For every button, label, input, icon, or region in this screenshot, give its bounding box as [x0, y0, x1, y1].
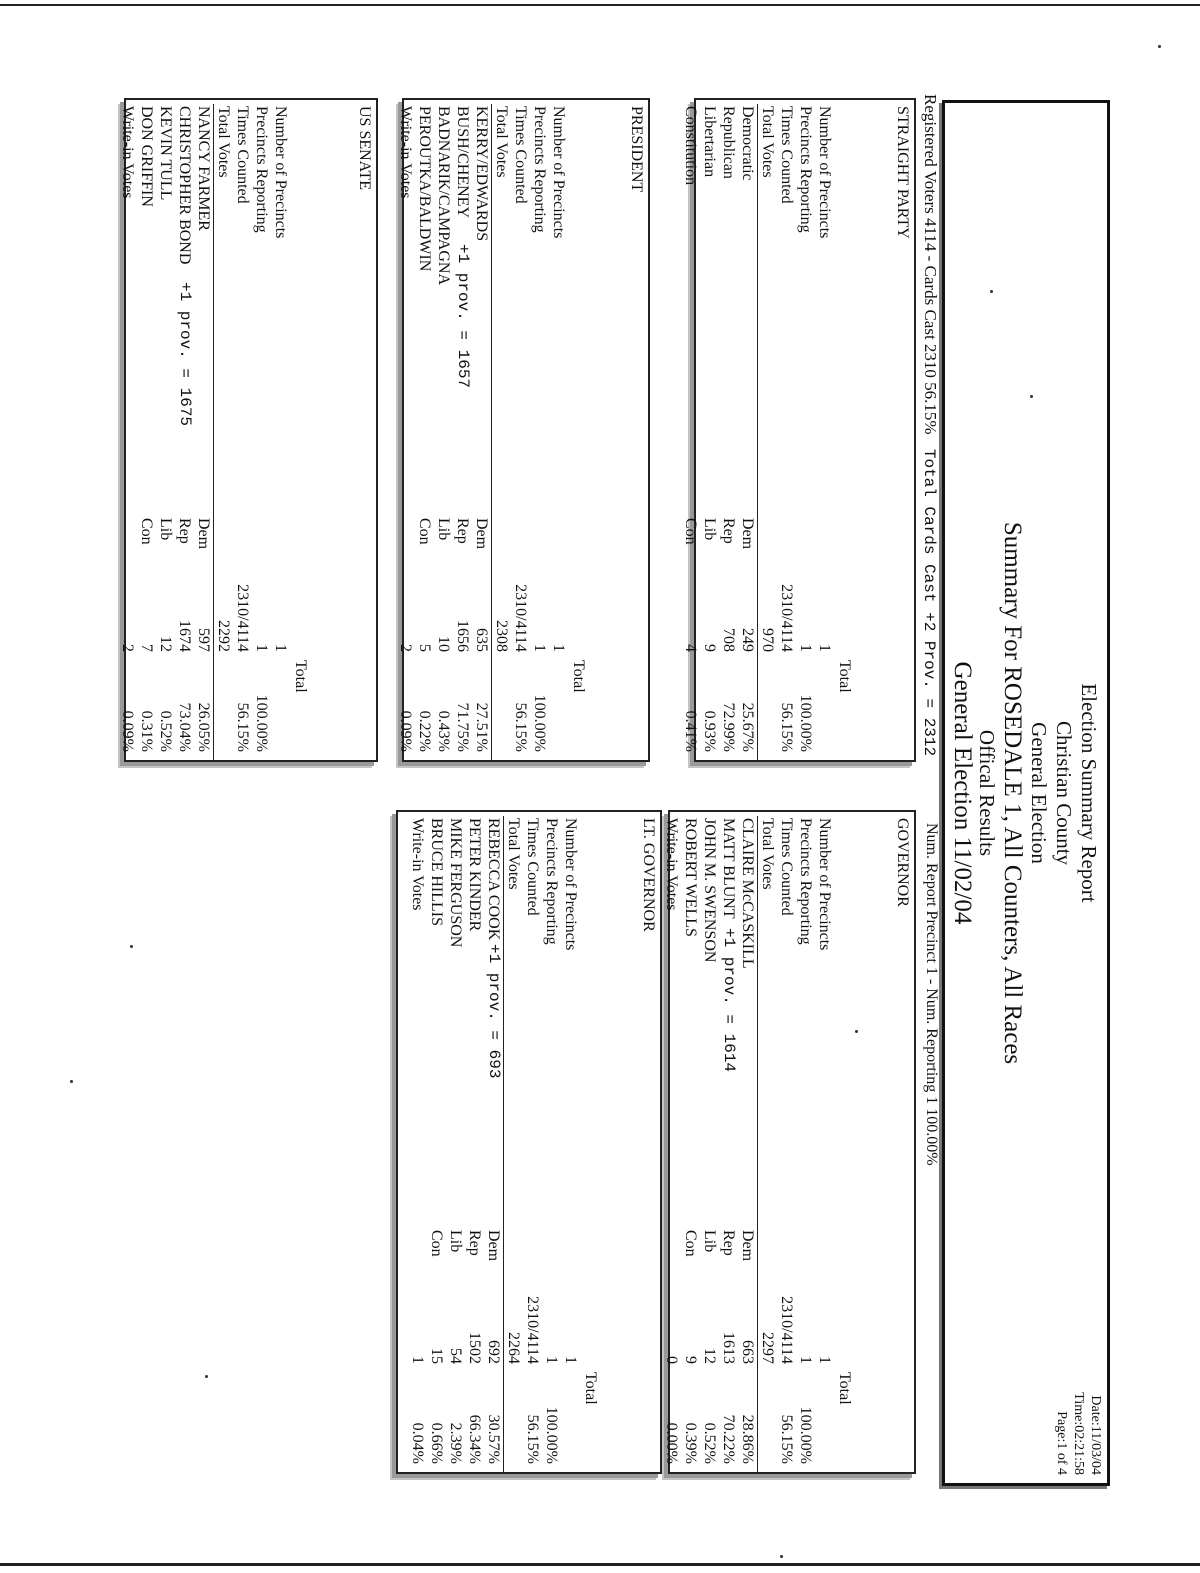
panel-straight-party — [682, 98, 916, 762]
stat-row: Times Counted 2310/4114 56.15% — [234, 106, 251, 752]
result-row: PETER KINDER Rep 1502 66.34% — [466, 818, 483, 1464]
election-date: General Election 11/02/04 — [949, 661, 976, 925]
stat-row: Precincts Reporting 1 100.00% — [531, 106, 548, 752]
result-row: Constitution Con 4 0.41% — [682, 106, 699, 752]
stat-row: Precincts Reporting 1 100.00% — [253, 106, 270, 752]
report-date: Date:11/03/04 — [1088, 1395, 1103, 1475]
row-divider — [503, 816, 504, 1472]
stat-row: Number of Precincts 1 — [562, 818, 579, 1364]
result-row: BADNARIK/CAMPAGNA Lib 10 0.43% — [435, 106, 452, 752]
stat-row: Number of Precincts 1 — [816, 106, 833, 652]
stat-row: Number of Precincts 1 — [550, 106, 567, 652]
result-row: CHRISTOPHER BOND +1 prov. = 1675 Rep 1674 73.04% — [176, 106, 194, 752]
result-row: KERRY/EDWARDS Dem 635 27.51% — [473, 106, 490, 752]
stat-row: Times Counted 2310/4114 56.15% — [512, 106, 529, 752]
panel-title: LT. GOVERNOR — [640, 818, 657, 932]
result-row: MATT BLUNT +1 prov. = 1614 Rep 1613 70.22% — [720, 818, 738, 1464]
provisional-note: +1 prov. = 1675 — [176, 282, 194, 427]
stat-row: Precincts Reporting 1 100.00% — [797, 106, 814, 752]
provisional-annotation: Total Cards Cast +2 Prov. = 2312 — [920, 448, 938, 757]
rotated-report-page — [100, 90, 1120, 1570]
registered-voters-text: Registered Voters 4114 - Cards Cast 2310 56.15% — [921, 94, 940, 435]
result-row: CLAIRE McCASKILL Dem 663 28.86% — [739, 818, 756, 1464]
panel-title: GOVERNOR — [894, 818, 911, 907]
stat-row: Precincts Reporting 1 100.00% — [543, 818, 560, 1464]
scan-speck — [1158, 45, 1161, 48]
result-row: DON GRIFFIN Con 7 0.31% — [138, 106, 155, 752]
total-column-header: Total — [836, 660, 853, 693]
stat-row: Total Votes 2264 — [505, 818, 522, 1364]
result-row: KEVIN TULL Lib 12 0.52% — [157, 106, 174, 752]
result-row: BUSH/CHENEY +1 prov. = 1657 Rep 1656 71.75% — [454, 106, 472, 752]
row-divider — [213, 104, 214, 760]
row-divider — [491, 104, 492, 760]
panel-title: US SENATE — [356, 106, 373, 191]
scan-top-edge — [0, 4, 1200, 6]
stat-row: Total Votes 2308 — [493, 106, 510, 652]
result-row: PEROUTKA/BALDWIN Con 5 0.22% — [416, 106, 433, 752]
panel-title: PRESIDENT — [628, 106, 645, 193]
result-row: Write-in Votes 2 0.09% — [397, 106, 414, 752]
result-row: Democratic Dem 249 25.67% — [739, 106, 756, 752]
panel-governor — [663, 810, 916, 1474]
result-row: Write-in Votes 1 0.04% — [409, 818, 426, 1464]
page-number: Page:1 of 4 — [1054, 1411, 1069, 1475]
total-column-header: Total — [570, 660, 587, 693]
panel-president — [397, 98, 650, 762]
panel-us-senate — [119, 98, 378, 762]
result-row: JOHN M. SWENSON Lib 12 0.52% — [701, 818, 718, 1464]
stat-row: Number of Precincts 1 — [816, 818, 833, 1364]
county-name: Christian County — [1052, 720, 1076, 866]
registration-line — [920, 94, 940, 756]
stat-row: Precincts Reporting 1 100.00% — [797, 818, 814, 1464]
provisional-note: +1 prov. = 693 — [485, 944, 503, 1079]
result-row: BRUCE HILLIS Con 15 0.66% — [428, 818, 445, 1464]
row-divider — [757, 816, 758, 1472]
result-row: Write-in Votes 2 0.09% — [119, 106, 136, 752]
panel-title: STRAIGHT PARTY — [894, 106, 911, 239]
result-row: Republican Rep 708 72.99% — [720, 106, 737, 752]
stat-row: Times Counted 2310/4114 56.15% — [524, 818, 541, 1464]
scan-speck — [70, 1080, 73, 1083]
stat-row: Total Votes 2297 — [759, 818, 776, 1364]
election-name: General Election — [1027, 722, 1051, 864]
panel-lt-governor — [396, 810, 662, 1474]
total-column-header: Total — [582, 1372, 599, 1405]
result-row: MIKE FERGUSON Lib 54 2.39% — [447, 818, 464, 1464]
total-column-header: Total — [836, 1372, 853, 1405]
stat-row: Number of Precincts 1 — [272, 106, 289, 652]
stat-row: Times Counted 2310/4114 56.15% — [778, 106, 795, 752]
stat-row: Times Counted 2310/4114 56.15% — [778, 818, 795, 1464]
reporting-status: Num. Report Precinct 1 - Num. Reporting 1 100.00% — [923, 823, 940, 1166]
provisional-note: +1 prov. = 1614 — [720, 928, 738, 1073]
report-header — [942, 100, 1110, 1486]
stat-row: Total Votes 970 — [759, 106, 776, 652]
result-row: Libertarian Lib 9 0.93% — [701, 106, 718, 752]
row-divider — [757, 104, 758, 760]
result-row: Write-in Votes 0 0.00% — [663, 818, 680, 1464]
report-time: Time:02:21:58 — [1071, 1392, 1086, 1475]
results-status: Offical Results — [975, 729, 999, 857]
summary-line: Summary For ROSEDALE 1, All Counters, All Races — [999, 521, 1026, 1065]
report-title: Election Summary Report — [1077, 683, 1101, 903]
result-row: NANCY FARMER Dem 597 26.05% — [195, 106, 212, 752]
total-column-header: Total — [292, 660, 309, 693]
result-row: ROBERT WELLS Con 9 0.39% — [682, 818, 699, 1464]
result-row: REBECCA COOK +1 prov. = 693 Dem 692 30.57% — [485, 818, 503, 1464]
provisional-note: +1 prov. = 1657 — [454, 244, 472, 389]
stat-row: Total Votes 2292 — [215, 106, 232, 652]
